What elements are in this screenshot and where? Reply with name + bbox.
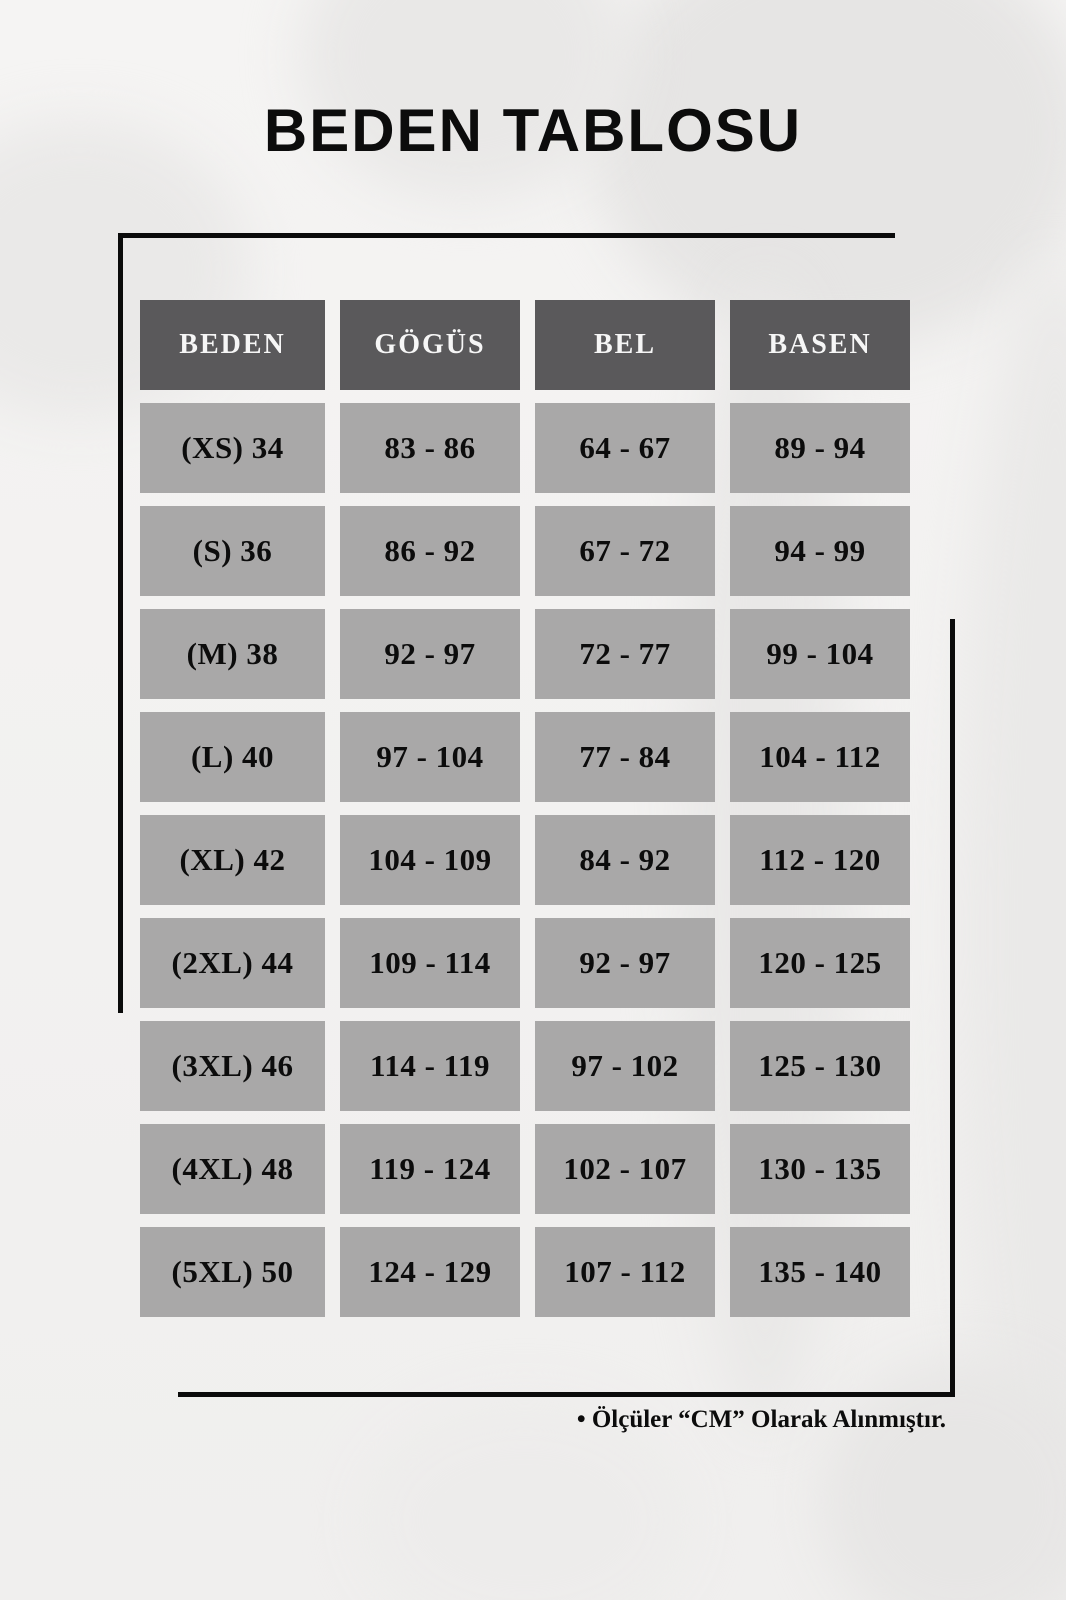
size-cell: (S) 36 xyxy=(140,506,325,596)
hip-cell: 135 - 140 xyxy=(730,1227,910,1317)
size-cell: (XL) 42 xyxy=(140,815,325,905)
measurement-unit-note: • Ölçüler “CM” Olarak Alınmıştır. xyxy=(576,1406,946,1433)
chest-cell: 83 - 86 xyxy=(340,403,520,493)
hip-cell: 89 - 94 xyxy=(730,403,910,493)
background-silhouette xyxy=(820,1360,1066,1600)
chest-cell: 109 - 114 xyxy=(340,918,520,1008)
hip-cell: 120 - 125 xyxy=(730,918,910,1008)
size-cell: (2XL) 44 xyxy=(140,918,325,1008)
background-silhouette xyxy=(590,0,1066,350)
waist-cell: 84 - 92 xyxy=(535,815,715,905)
chest-cell: 119 - 124 xyxy=(340,1124,520,1214)
waist-cell: 102 - 107 xyxy=(535,1124,715,1214)
hip-cell: 94 - 99 xyxy=(730,506,910,596)
hip-cell: 99 - 104 xyxy=(730,609,910,699)
chest-cell: 124 - 129 xyxy=(340,1227,520,1317)
waist-cell: 67 - 72 xyxy=(535,506,715,596)
chest-cell: 92 - 97 xyxy=(340,609,520,699)
size-cell: (5XL) 50 xyxy=(140,1227,325,1317)
waist-cell: 97 - 102 xyxy=(535,1021,715,1111)
hip-cell: 104 - 112 xyxy=(730,712,910,802)
hip-cell: 125 - 130 xyxy=(730,1021,910,1111)
size-cell: (L) 40 xyxy=(140,712,325,802)
size-cell: (3XL) 46 xyxy=(140,1021,325,1111)
column-header-gogus: GÖGÜS xyxy=(340,300,520,390)
chest-cell: 104 - 109 xyxy=(340,815,520,905)
chest-cell: 86 - 92 xyxy=(340,506,520,596)
page-title: BEDEN TABLOSU xyxy=(263,97,803,164)
waist-cell: 92 - 97 xyxy=(535,918,715,1008)
size-cell: (M) 38 xyxy=(140,609,325,699)
chest-cell: 114 - 119 xyxy=(340,1021,520,1111)
chest-cell: 97 - 104 xyxy=(340,712,520,802)
size-cell: (4XL) 48 xyxy=(140,1124,325,1214)
waist-cell: 107 - 112 xyxy=(535,1227,715,1317)
hip-cell: 112 - 120 xyxy=(730,815,910,905)
column-header-bel: BEL xyxy=(535,300,715,390)
size-cell: (XS) 34 xyxy=(140,403,325,493)
hip-cell: 130 - 135 xyxy=(730,1124,910,1214)
column-header-beden: BEDEN xyxy=(140,300,325,390)
waist-cell: 72 - 77 xyxy=(535,609,715,699)
column-header-basen: BASEN xyxy=(730,300,910,390)
size-table xyxy=(140,300,910,1317)
waist-cell: 64 - 67 xyxy=(535,403,715,493)
waist-cell: 77 - 84 xyxy=(535,712,715,802)
